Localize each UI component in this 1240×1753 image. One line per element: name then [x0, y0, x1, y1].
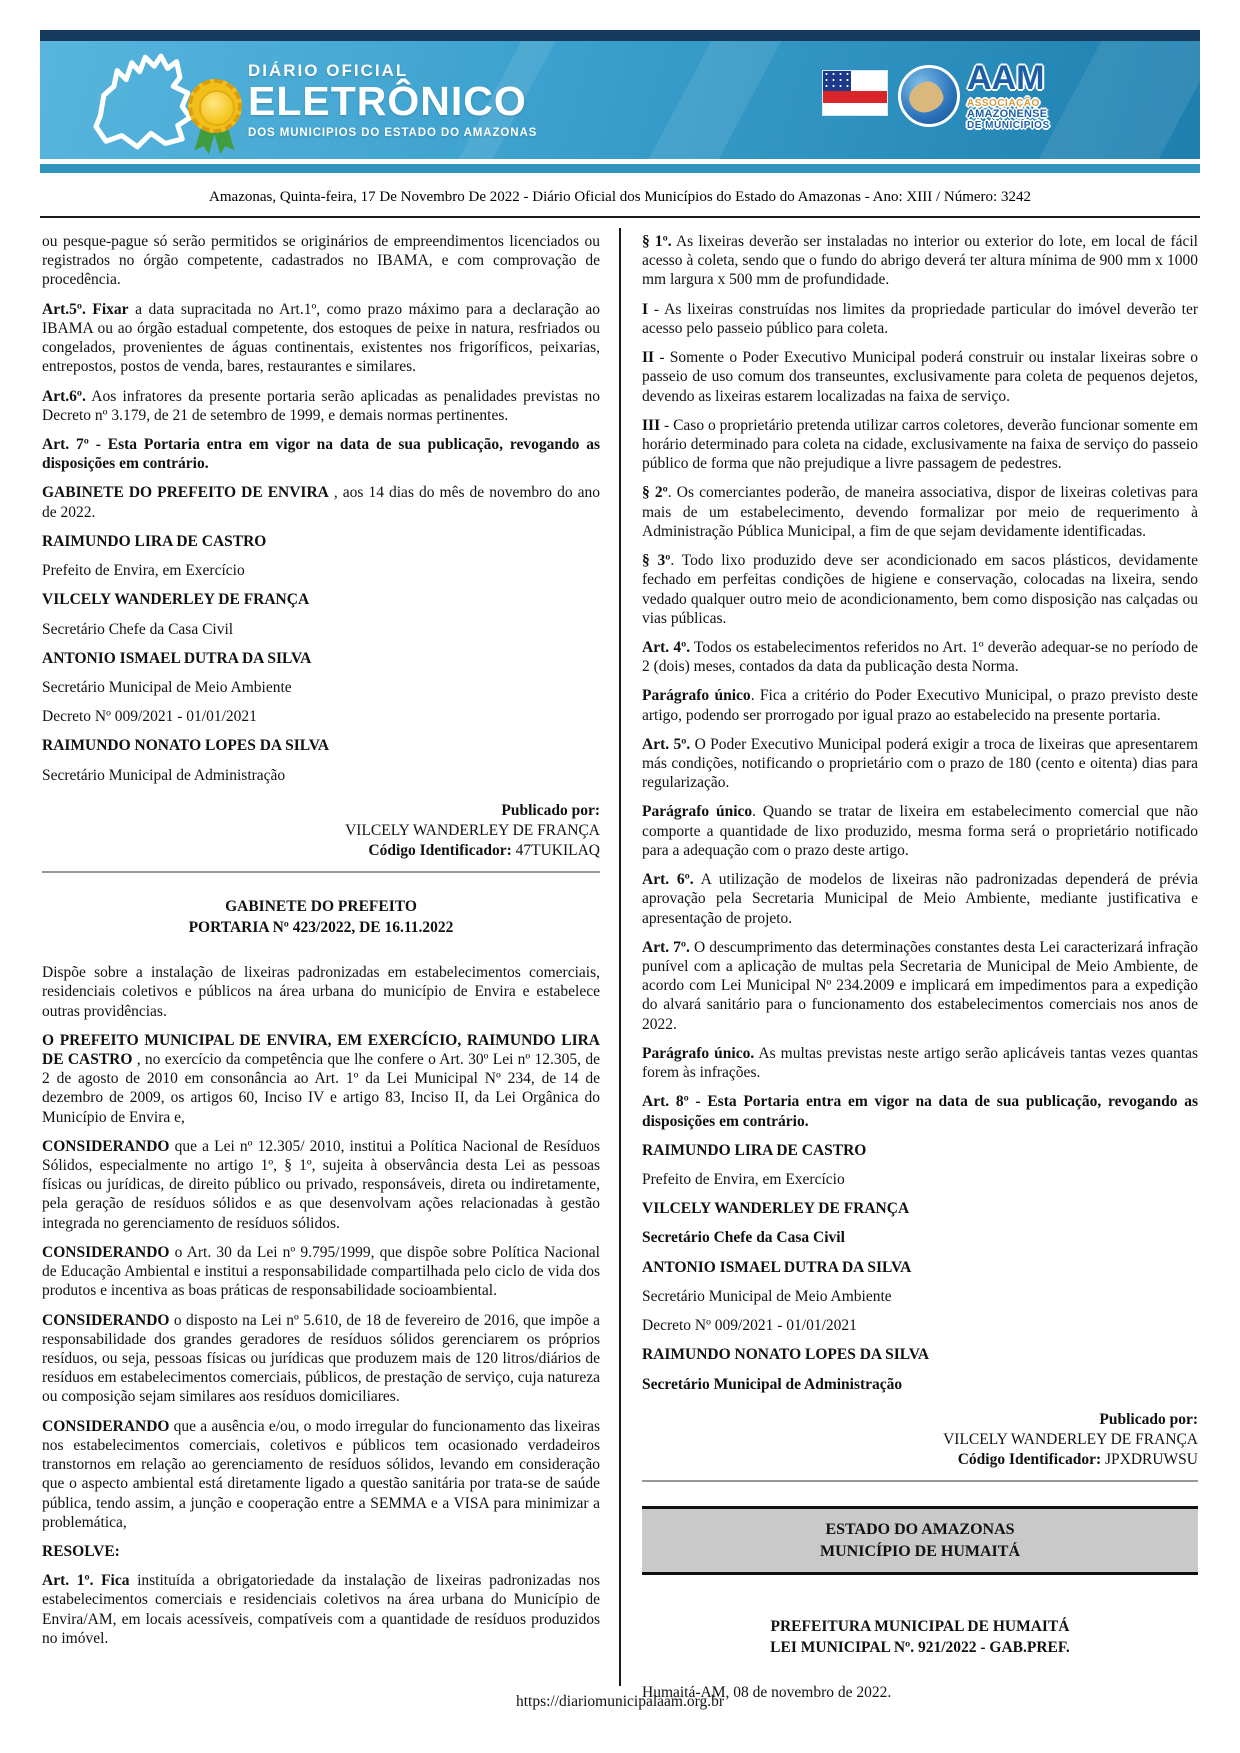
paragraph: [642, 348, 1198, 406]
text-run: Art. 8º - Esta Portaria entra em vigor na data de sua publicação, revogando as disposições em contrário.: [642, 1093, 1198, 1130]
banner-teal-stripe: [40, 164, 1200, 173]
text-run: A utilização de modelos de lixeiras não padronizadas dependerá de prévia aprovação pela Secretaria Municipal de Meio Ambiente, mediante justificativa e apresentação de projeto.: [642, 871, 1198, 927]
paragraph: [642, 802, 1198, 860]
publisher-name: VILCELY WANDERLEY DE FRANÇA: [943, 1430, 1198, 1448]
text-run: Art. 1º. Fica: [42, 1572, 130, 1590]
banner-main-area: [40, 41, 1200, 159]
published-by-line: [642, 1410, 1198, 1430]
paragraph: [642, 483, 1198, 541]
text-run: ANTONIO ISMAEL DUTRA DA SILVA: [42, 649, 312, 667]
text-run: I: [642, 300, 649, 318]
document-body: [40, 218, 1200, 1712]
paragraph: [642, 870, 1198, 928]
text-run: CONSIDERANDO: [42, 1417, 170, 1435]
heading-line: PREFEITURA MUNICIPAL DE HUMAITÁ: [770, 1618, 1070, 1636]
text-run: o disposto na Lei nº 5.610, de 18 de fevereiro de 2016, que impõe a responsabilidade dos grandes geradores de resíduos sólidos gerenciarem os próprios resíduos, ou seja, pessoas físicas ou jurídicas que produzem mais de 120 litros/diários de resíduos em estabelecimentos comerciais, públicos, de prestação de serviço, cuja natureza ou composição sejam similares aos resíduos domiciliares.: [42, 1311, 600, 1406]
paragraph: [642, 1345, 1198, 1364]
published-by-label: Publicado por:: [1099, 1410, 1198, 1428]
municipality-line: MUNICÍPIO DE HUMAITÁ: [820, 1542, 1020, 1560]
aam-line-municipios: DE MUNICÍPIOS: [967, 119, 1050, 131]
text-run: que a ausência e/ou, o modo irregular do funcionamento das lixeiras nos estabelecimentos comerciais, coletivos e públicos tem ocasionado verdadeiros transtornos em relação ao gerenciamento de resíduos sólidos, levando em consideração que o aspecto ambiental está diretamente ligado a questão sanitária por trata-se de saúde pública, tendo assim, a junção e cooperação entre a SEMMA e a VISA para minimizar a problemática,: [42, 1417, 600, 1531]
footer-url: https://diariomunicipalaam.org.br: [515, 1693, 725, 1710]
text-run: Prefeito de Envira, em Exercício: [642, 1170, 845, 1188]
text-run: As lixeiras deverão ser instaladas no interior ou exterior do lote, em local de fácil acesso à coleta, sendo que o fundo do abrigo deverá ter altura mínima de 900 mm x 1000 mm largura x 500 mm de profundidade.: [642, 233, 1198, 289]
text-run: . Fica a critério do Poder Executivo Municipal, o prazo previsto deste artigo, podendo ser prorrogado por igual prazo ao estabelecido na presente portaria.: [642, 687, 1198, 724]
text-run: § 2º: [642, 484, 668, 502]
text-run: Humaitá-AM, 08 de novembro de 2022.: [642, 1684, 892, 1702]
paragraph: [642, 1141, 1198, 1160]
banner-top-stripe: [40, 30, 1200, 41]
text-run: VILCELY WANDERLEY DE FRANÇA: [42, 591, 310, 609]
text-run: . Quando se tratar de lixeira em estabelecimento comercial que não comporte a quantidade de lixo produzido, mesma forma será o proprietário notificado para a adequação com o prazo deste artigo.: [642, 803, 1198, 859]
heading-line: LEI MUNICIPAL Nº. 921/2022 - GAB.PREF.: [770, 1639, 1070, 1657]
paragraph: [42, 707, 600, 726]
aam-line-associacao: ASSOCIAÇÃO: [967, 97, 1040, 109]
text-run: instituída a obrigatoriedade da instalação de lixeiras padronizadas nos estabelecimentos comerciais e residenciais coletivos na área urbana do Município de Envira/AM, em locais acessíveis, compatíveis com a quantidade de resíduos produzidos no imóvel.: [42, 1572, 600, 1647]
text-run: O descumprimento das determinações constantes desta Lei caracterizará infração punível com a aplicação de multas pela Secretaria de Municipal de Meio Ambiente, de acordo com Lei Municipal Nº 234.2009 e implicará em impedimentos para a expedição do alvará sanitário para o funcionamento dos estabelecimentos comerciais nos anos de 2022.: [642, 938, 1198, 1033]
text-run: CONSIDERANDO: [42, 1137, 170, 1155]
published-by-line: [42, 801, 600, 821]
municipality-header: [642, 1506, 1198, 1575]
paragraph: [42, 1031, 600, 1127]
text-run: Decreto Nº 009/2021 - 01/01/2021: [642, 1317, 857, 1335]
brand-text-block: [248, 61, 537, 139]
published-by-block: [642, 1410, 1198, 1470]
paragraph: [642, 300, 1198, 338]
text-run: GABINETE DO PREFEITO DE ENVIRA: [42, 484, 329, 502]
text-run: VILCELY WANDERLEY DE FRANÇA: [642, 1200, 910, 1218]
text-run: Secretário Municipal de Meio Ambiente: [42, 678, 292, 696]
paragraph: [42, 736, 600, 755]
brand-subtitle: DOS MUNICIPIOS DO ESTADO DO AMAZONAS: [248, 126, 538, 139]
text-run: Art.6º.: [42, 387, 86, 405]
paragraph: [42, 678, 600, 697]
text-run: RAIMUNDO LIRA DE CASTRO: [42, 532, 267, 550]
paragraph: [42, 1137, 600, 1233]
published-by-block: [42, 801, 600, 861]
gold-seal-icon: [186, 79, 248, 159]
text-run: Todos os estabelecimentos referidos no Art. 1º deverão adequar-se no período de 2 (dois) meses, contados da data da publicação desta Norma.: [642, 638, 1198, 676]
masthead-banner: [40, 30, 1200, 173]
paragraph: [42, 561, 600, 580]
text-run: . Todo lixo produzido deve ser acondicionado em sacos plásticos, devidamente fechado em perfeitas condições de higiene e conservação, colocadas na lixeira, sendo vedado qualquer outro meio de acondicionamento, bem como disposição nas calçadas ou vias públicas.: [642, 552, 1198, 627]
municipality-line: ESTADO DO AMAZONAS: [825, 1521, 1015, 1539]
text-run: a data supracitada no Art.1º, como prazo máximo para a declaração ao IBAMA ou ao órgão estadual competente, dos estoques de peixe in natura, resfriados ou congelados, provenientes de águas continentais, existentes nos frigoríficos, peixarias, entrepostos, postos de venda, bares, restaurantes e similares.: [42, 300, 600, 376]
paragraph: [642, 1316, 1198, 1335]
edition-dateline: Amazonas, Quinta-feira, 17 De Novembro De 2022 - Diário Oficial dos Municípios do Estado do Amazonas - Ano: XIII / Número: 3242: [209, 189, 1031, 205]
text-run: CONSIDERANDO: [42, 1243, 170, 1261]
paragraph: [642, 1258, 1198, 1277]
text-run: ANTONIO ISMAEL DUTRA DA SILVA: [642, 1258, 912, 1276]
paragraph: [642, 1199, 1198, 1218]
text-run: As multas previstas neste artigo serão aplicáveis tantas vezes quantas forem às infrações.: [642, 1044, 1198, 1082]
paragraph: [642, 416, 1198, 474]
text-run: Art. 7º - Esta Portaria entra em vigor na data de sua publicação, revogando as disposições em contrário.: [42, 435, 600, 473]
paragraph: [642, 686, 1198, 724]
text-run: Art. 7º.: [642, 938, 690, 956]
identifier-line: [642, 1450, 1198, 1470]
text-run: Decreto Nº 009/2021 - 01/01/2021: [42, 708, 257, 726]
text-run: II: [642, 349, 655, 367]
text-run: O PREFEITO MUNICIPAL DE ENVIRA, EM EXERCÍCIO, RAIMUNDO LIRA DE CASTRO: [42, 1031, 600, 1068]
paragraph: [42, 300, 600, 377]
paragraph: [642, 1170, 1198, 1189]
text-run: , aos 14 dias do mês de novembro do ano de 2022.: [42, 484, 600, 521]
left-column: [40, 232, 620, 1712]
paragraph: [42, 590, 600, 609]
paragraph: [642, 638, 1198, 676]
identifier-code: 47TUKILAQ: [515, 842, 600, 860]
paragraph: [42, 483, 600, 521]
document-heading: [642, 1617, 1198, 1659]
section-divider: [642, 1480, 1198, 1482]
text-run: III: [642, 416, 661, 434]
text-run: Parágrafo único: [642, 687, 751, 705]
text-run: O Poder Executivo Municipal poderá exigir a troca de lixeiras que apresentarem más condições, notificando o proprietário com o prazo de 180 (cento e oitenta) dias para regularização.: [642, 735, 1198, 792]
identifier-label: Código Identificador:: [368, 842, 512, 860]
paragraph: [642, 1375, 1198, 1394]
paragraph: [642, 551, 1198, 628]
text-run: Art. 4º.: [642, 638, 691, 656]
identifier-code: JPXDRUWSU: [1104, 1451, 1198, 1468]
text-run: Aos infratores da presente portaria serão aplicadas as penalidades previstas no Decreto nº 3.179, de 21 de setembro de 1999, e demais normas pertinentes.: [42, 387, 600, 424]
brand-eletronico: ELETRÔNICO: [248, 78, 527, 124]
paragraph: [642, 938, 1198, 1034]
paragraph: [42, 1571, 600, 1648]
paragraph: [42, 1243, 600, 1301]
brand-diario-oficial: DIÁRIO OFICIAL: [248, 61, 409, 80]
aam-text-block: [967, 61, 1050, 131]
text-run: Parágrafo único: [642, 803, 753, 821]
seal-outer-ring: [188, 79, 242, 133]
heading-line: PORTARIA Nº 423/2022, DE 16.11.2022: [188, 919, 454, 937]
paragraph: [642, 1092, 1198, 1130]
text-run: que a Lei nº 12.305/ 2010, institui a Política Nacional de Resíduos Sólidos, especialmente no artigo 1º, § 1º, sujeita à observância desta Lei as pessoas físicas ou jurídicas, de direito público ou privado, responsáveis, direta ou indiretamente, pela geração de resíduos sólidos e as que desenvolvam ações relacionadas à gestão integrada no gerenciamento de resíduos sólidos.: [42, 1137, 600, 1232]
paragraph: [642, 1287, 1198, 1306]
right-column: [620, 232, 1200, 1712]
identifier-line: [42, 841, 600, 861]
paragraph: [42, 387, 600, 425]
text-run: Secretário Chefe da Casa Civil: [42, 620, 234, 638]
text-run: Art. 5º.: [642, 735, 691, 753]
text-run: Dispõe sobre a instalação de lixeiras padronizadas em estabelecimentos comerciais, residenciais coletivos e públicos na área urbana do município de Envira e estabelece outras providências.: [42, 964, 600, 1020]
text-run: - Caso o proprietário pretenda utilizar carros coletores, deverão funcionar somente em horário determinado para coleta na cidade, exclusivamente na faixa de serviço do passeio público de forma que não prejudique a livre passagem de pedestres.: [642, 416, 1198, 473]
text-run: o Art. 30 da Lei nº 9.795/1999, que dispõe sobre Política Nacional de Educação Ambiental e institui a responsabilidade compartilhada pelo ciclo de vida dos produtos e incentiva as boas práticas de responsabilidade socioambiental.: [42, 1243, 600, 1300]
text-run: Secretário Chefe da Casa Civil: [642, 1229, 845, 1247]
aam-logo: [898, 61, 1050, 131]
document-heading: [42, 897, 600, 939]
paragraph: [42, 232, 600, 290]
paragraph: [642, 735, 1198, 793]
identifier-label: Código Identificador:: [957, 1451, 1102, 1468]
flag-red-stripe: [823, 91, 887, 103]
paragraph: [42, 1417, 600, 1532]
seal-inner-disc: [199, 90, 235, 126]
text-run: . Os comerciantes poderão, de maneira associativa, dispor de lixeiras coletivas para mais de um estabelecimento, devendo formalizar por meio de requerimento à Administração Pública Municipal, a fim de que sejam devidamente identificadas.: [642, 484, 1198, 540]
publisher-name: VILCELY WANDERLEY DE FRANÇA: [345, 821, 600, 839]
paragraph: [642, 232, 1198, 290]
banner-streak: [1028, 41, 1200, 159]
text-run: RAIMUNDO LIRA DE CASTRO: [642, 1141, 867, 1159]
text-run: Secretário Municipal de Administração: [642, 1375, 903, 1393]
text-run: Parágrafo único.: [642, 1044, 755, 1062]
section-divider: [42, 871, 600, 873]
published-by-label: Publicado por:: [501, 801, 600, 819]
paragraph: [642, 1044, 1198, 1082]
text-run: Art. 6º.: [642, 871, 694, 889]
flag-canton-stars: [823, 71, 851, 91]
amazonas-flag-icon: [823, 71, 887, 115]
text-run: § 3º: [642, 552, 671, 570]
text-run: , no exercício da competência que lhe confere o Art. 30º Lei nº 12.305, de 2 de agosto de 2010 em consonância ao Art. 1º da Lei Municipal Nº 234, de 14 de dezembro de 2009, os artigos 60, Inciso IV e artigo 83, Inciso II, da Lei Orgânica do Município de Envira e,: [42, 1050, 600, 1126]
text-run: Secretário Municipal de Meio Ambiente: [642, 1287, 892, 1305]
banner-streak: [638, 41, 792, 159]
paragraph: [42, 649, 600, 668]
text-run: ou pesque-pague só serão permitidos se originários de empreendimentos licenciados ou registrados no órgão competente, cadastrados no IBAMA, e com comprovação de procedência.: [42, 233, 600, 289]
text-run: Art.5º. Fixar: [42, 300, 129, 318]
paragraph: [642, 1228, 1198, 1247]
text-run: § 1º.: [642, 233, 672, 250]
paragraph: [42, 766, 600, 785]
heading-line: GABINETE DO PREFEITO: [225, 898, 417, 916]
paragraph: [42, 532, 600, 551]
text-run: CONSIDERANDO: [42, 1311, 170, 1329]
paragraph: [42, 620, 600, 639]
text-run: - As lixeiras construídas nos limites da propriedade particular do imóvel deverão ter acesso pelo passeio público para coleta.: [642, 300, 1198, 337]
text-run: RAIMUNDO NONATO LOPES DA SILVA: [642, 1346, 930, 1364]
aam-globe-icon: [898, 65, 960, 127]
paragraph: [42, 435, 600, 473]
text-run: RESOLVE:: [42, 1542, 120, 1560]
aam-acronym: AAM: [967, 59, 1045, 97]
paragraph: [42, 1311, 600, 1407]
text-run: Secretário Municipal de Administração: [42, 766, 286, 784]
text-run: Prefeito de Envira, em Exercício: [42, 562, 245, 580]
aam-line-amazonense: AMAZONENSE: [967, 108, 1048, 121]
text-run: RAIMUNDO NONATO LOPES DA SILVA: [42, 737, 330, 755]
paragraph: [42, 1542, 600, 1561]
text-run: - Somente o Poder Executivo Municipal poderá construir ou instalar lixeiras sobre o passeio de uso comum dos transeuntes, exclusivamente para coleta de pequenos dejetos, devendo as lixeiras estarem localizadas na faixa de serviço.: [642, 349, 1198, 405]
paragraph: [42, 963, 600, 1021]
